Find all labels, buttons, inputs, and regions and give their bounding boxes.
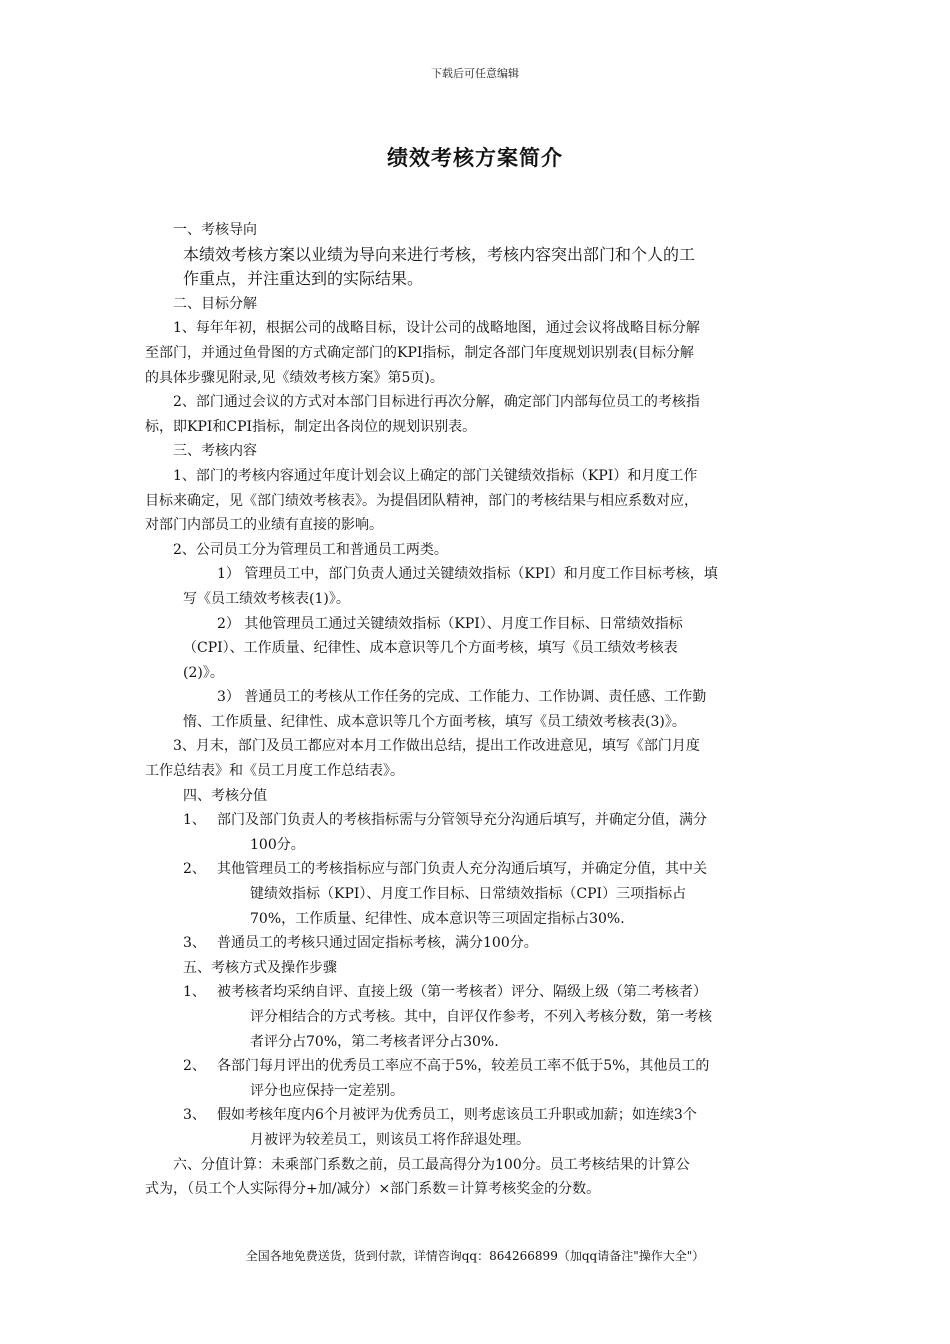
item-text: 被考核者均采纳自评、直接上级（第一考核者）评分、隔级上级（第二考核者） [217,984,707,1001]
list-item-line: 惰、工作质量、纪律性、成本意识等几个方面考核，填写《员工绩效考核表(3)》。 [183,713,686,730]
numbered-item [145,857,817,882]
paragraph-line: 2、部门通过会议的方式对本部门目标进行再次分解，确定部门内部每位员工的考核指 [173,394,700,411]
item-number: 2、 [183,1058,206,1075]
section-heading-2: 二、目标分解 [173,295,257,312]
numbered-item [145,1103,817,1128]
section-heading-4: 四、考核分值 [183,787,267,804]
item-text: 其他管理员工的考核指标应与部门负责人充分沟通后填写，并确定分值，其中关 [217,861,707,878]
item-number: 1、 [183,812,206,829]
paragraph-line: 2、公司员工分为管理员工和普通员工两类。 [173,541,448,558]
item-number: 1、 [183,984,206,1001]
page-title: 绩效考核方案简介 [387,146,563,170]
item-continuation: 者评分占70%，第二考核者评分占30%. [250,1033,499,1050]
paragraph-line: 工作总结表》和《员工月度工作总结表》。 [145,763,404,780]
list-item-line: 3） 普通员工的考核从工作任务的完成、工作能力、工作协调、责任感、工作勤 [217,689,707,706]
header-note: 下载后可任意编辑 [431,67,519,80]
list-item-line: 2） 其他管理员工通过关键绩效指标（KPI）、月度工作目标、日常绩效指标 [217,615,683,632]
list-item-line: (2)》。 [183,664,224,681]
paragraph-line: 作重点，并注重达到的实际结果。 [183,269,424,289]
paragraph-line: 的具体步骤见附录,见《绩效考核方案》第5页)。 [145,369,444,386]
section-heading-1: 一、考核导向 [173,222,257,238]
paragraph-line: 目标来确定，见《部门绩效考核表》。为提倡团队精神，部门的考核结果与相应系数对应， [145,492,698,509]
paragraph-line: 3、月末，部门及员工都应对本月工作做出总结，提出工作改进意见，填写《部门月度 [173,738,700,755]
section-heading-6: 六、分值计算：未乘部门系数之前，员工最高得分为100分。员工考核结果的计算公 [173,1156,690,1173]
numbered-item [145,808,817,833]
paragraph-line: 本绩效考核方案以业绩为导向来进行考核，考核内容突出部门和个人的工 [183,244,696,264]
numbered-item [145,1054,817,1079]
paragraph-line: 1、部门的考核内容通过年度计划会议上确定的部门关键绩效指标（KPI）和月度工作 [173,467,698,484]
item-text: 各部门每月评出的优秀员工率应不高于5%，较差员工率不低于5%，其他员工的 [217,1058,710,1075]
numbered-item [145,931,817,956]
item-continuation: 70%，工作质量、纪律性、成本意识等三项固定指标占30%. [250,910,625,927]
item-continuation: 月被评为较差员工，则该员工将作辞退处理。 [250,1131,530,1148]
paragraph-line: 1、每年年初，根据公司的战略目标，设计公司的战略地图，通过会议将战略目标分解 [173,320,700,337]
item-number: 3、 [183,935,206,952]
numbered-item [145,980,817,1005]
footer-note: 全国各地免费送货，货到付款，详情咨询qq：864266899（加qq请备注"操作大全"） [245,1249,705,1263]
paragraph-line: 标，即KPI和CPI指标，制定出各岗位的规划识别表。 [145,418,477,435]
section-heading-3: 三、考核内容 [173,443,257,460]
item-number: 2、 [183,861,206,878]
item-continuation: 键绩效指标（KPI）、月度工作目标、日常绩效指标（CPI）三项指标占 [250,886,687,903]
item-text: 假如考核年度内6个月被评为优秀员工，则考虑该员工升职或加薪；如连续3个 [217,1107,697,1124]
item-continuation: 评分也应保持一定差别。 [250,1082,404,1099]
item-number: 3、 [183,1107,206,1124]
list-item-line: （CPI）、工作质量、纪律性、成本意识等几个方面考核，填写《员工绩效考核表 [183,640,678,657]
item-text: 普通员工的考核只通过固定指标考核，满分100分。 [217,935,538,952]
item-text: 部门及部门负责人的考核指标需与分管领导充分沟通后填写，并确定分值，满分 [217,812,707,829]
paragraph-line: 式为，（员工个人实际得分+加/减分）×部门系数＝计算考核奖金的分数。 [145,1181,601,1198]
paragraph-line: 至部门，并通过鱼骨图的方式确定部门的KPI指标，制定各部门年度规划识别表(目标分解 [145,344,694,361]
item-continuation: 评分相结合的方式考核。其中，自评仅作参考，不列入考核分数，第一考核 [250,1009,712,1025]
section-heading-5: 五、考核方式及操作步骤 [183,959,337,976]
document-body [145,218,817,1202]
paragraph-line: 对部门内部员工的业绩有直接的影响。 [145,517,383,534]
list-item-line: 写《员工绩效考核表(1)》。 [183,590,350,607]
list-item-line: 1） 管理员工中，部门负责人通过关键绩效指标（KPI）和月度工作目标考核，填 [217,566,718,583]
item-continuation: 100分。 [250,836,305,853]
